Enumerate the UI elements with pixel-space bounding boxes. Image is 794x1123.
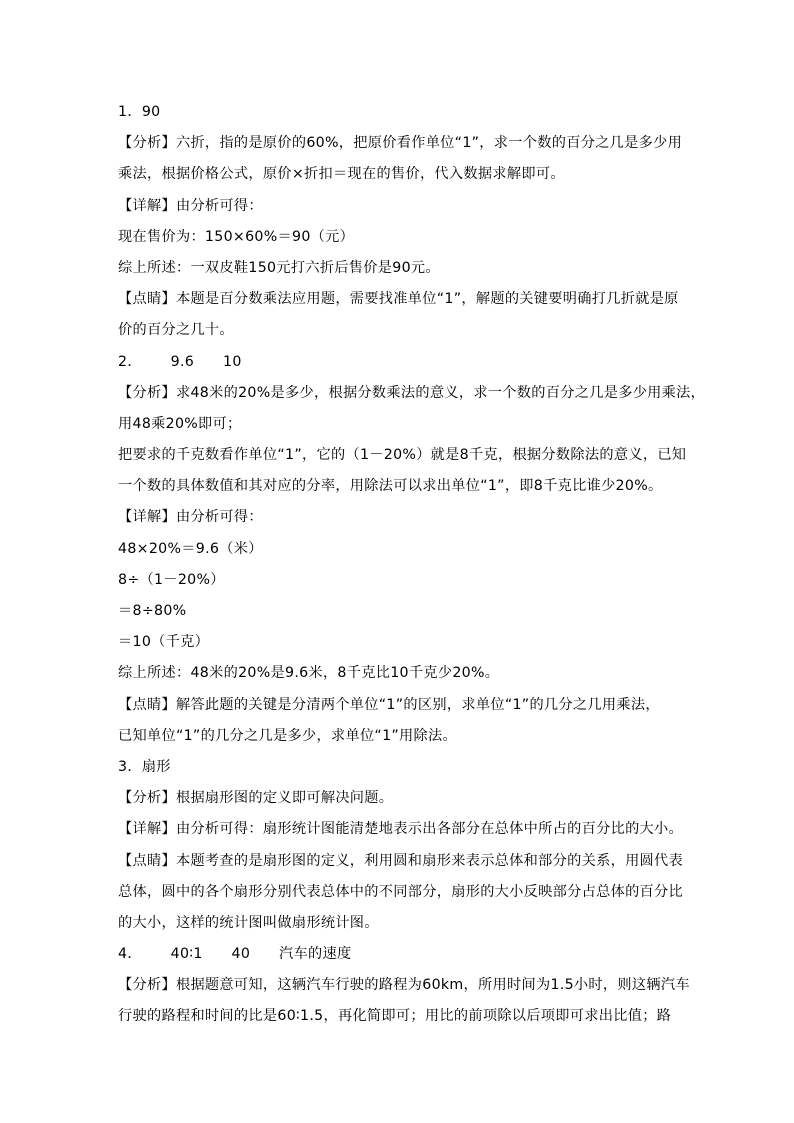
text-line: 【分析】求48米的20%是多少，根据分数乘法的意义，求一个数的百分之几是多少用乘法， <box>118 384 706 401</box>
text-line: 综上所述：48米的20%是9.6米，8千克比10千克少20%。 <box>118 665 500 682</box>
text-line: 总体，圆中的各个扇形分别代表总体中的不同部分，扇形的大小反映部分占总体的百分比 <box>118 883 684 900</box>
document-page <box>118 97 706 1033</box>
text-line: 综上所述：一双皮鞋150元打六折后售价是90元。 <box>118 259 440 276</box>
text-line: 【点睛】解答此题的关键是分清两个单位“1”的区别，求单位“1”的几分之几用乘法， <box>118 696 660 713</box>
text-line: 用48乘20%即可； <box>118 415 242 432</box>
text-line: 4． 40∶1 40 汽车的速度 <box>118 946 352 963</box>
text-line: 【分析】六折，指的是原价的60%，把原价看作单位“1”，求一个数的百分之几是多少用 <box>118 135 683 152</box>
text-line: 行驶的路程和时间的比是60∶1.5，再化简即可；用比的前项除以后项即可求出比值；路 <box>118 1008 672 1025</box>
text-line: 1．90 <box>118 104 161 120</box>
text-line: 一个数的具体数值和其对应的分率，用除法可以求出单位“1”，即8千克比谁少20%。 <box>118 478 663 495</box>
text-line: 【点睛】本题考查的是扇形图的定义，利用圆和扇形来表示总体和部分的关系，用圆代表 <box>118 852 684 869</box>
text-line: 48×20%＝9.6（米） <box>118 540 263 557</box>
text-line: 2． 9.6 10 <box>118 353 242 370</box>
text-line: 8÷（1－20%） <box>118 571 225 588</box>
text-line: 【详解】由分析可得：扇形统计图能清楚地表示出各部分在总体中所占的百分比的大小。 <box>118 821 684 838</box>
text-line: 3．扇形 <box>118 758 171 775</box>
text-line: 的大小，这样的统计图叫做扇形统计图。 <box>118 914 379 931</box>
text-line: 【分析】根据扇形图的定义即可解决问题。 <box>118 790 394 807</box>
text-line: ＝8÷80% <box>118 603 187 619</box>
text-line: 【详解】由分析可得： <box>118 509 263 526</box>
text-line: 【详解】由分析可得： <box>118 197 263 214</box>
text-line: 把要求的千克数看作单位“1”，它的（1－20%）就是8千克，根据分数除法的意义，已知 <box>118 447 687 464</box>
text-line: 【点睛】本题是百分数乘法应用题，需要找准单位“1”，解题的关键要明确打几折就是原 <box>118 291 679 308</box>
text-line: 现在售价为：150×60%＝90（元） <box>118 228 355 245</box>
text-line: ＝10（千克） <box>118 634 210 651</box>
text-line: 价的百分之几十。 <box>118 322 234 339</box>
text-line: 已知单位“1”的几分之几是多少，求单位“1”用除法。 <box>118 727 458 744</box>
text-line: 【分析】根据题意可知，这辆汽车行驶的路程为60km，所用时间为1.5小时，则这辆汽车 <box>118 977 690 994</box>
text-line: 乘法，根据价格公式，原价×折扣＝现在的售价，代入数据求解即可。 <box>118 166 565 183</box>
